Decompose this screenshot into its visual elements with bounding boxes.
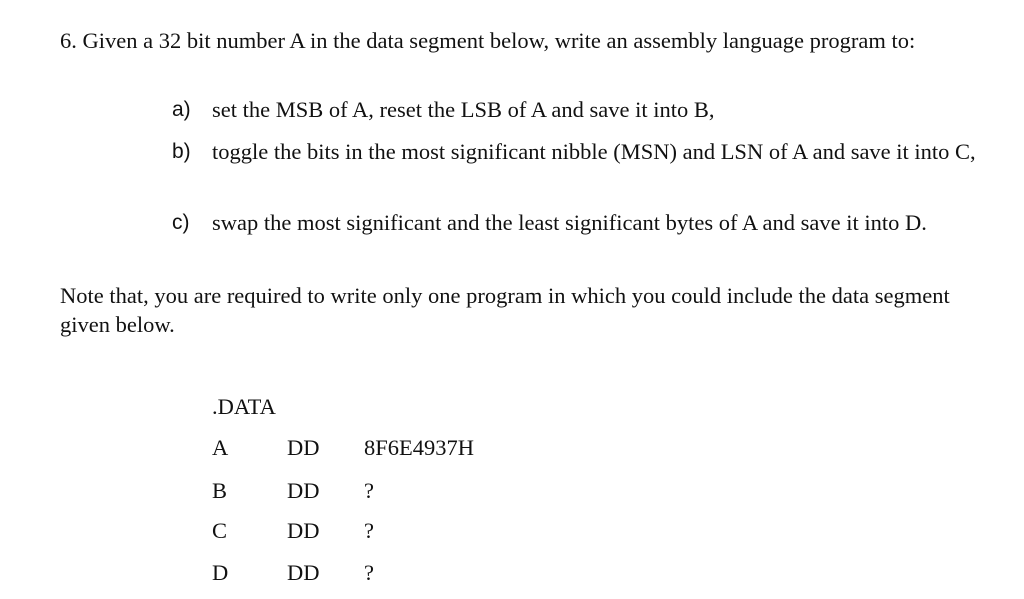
variable-value: ?: [364, 478, 374, 503]
variable-value: 8F6E4937H: [364, 435, 475, 460]
variable-directive: DD: [287, 560, 320, 585]
item-text: set the MSB of A, reset the LSB of A and save it into B,: [212, 97, 715, 122]
variable-name: B: [212, 478, 228, 503]
variable-directive: DD: [287, 478, 320, 503]
data-row-a: [212, 434, 612, 462]
note-paragraph: Note that, you are required to write only one program in which you could include the data segment given below.: [60, 283, 950, 337]
variable-name: D: [212, 560, 229, 585]
question-intro: 6. Given a 32 bit number A in the data segment below, write an assembly language program to:: [60, 28, 916, 53]
item-letter: a): [172, 98, 191, 121]
item-letter: b): [172, 140, 191, 163]
question-item-a: [172, 96, 1002, 124]
data-row-b: [212, 477, 612, 505]
data-row-d: [212, 559, 612, 587]
question-item-c: [172, 209, 1002, 237]
variable-name: A: [212, 435, 229, 460]
variable-directive: DD: [287, 435, 320, 460]
item-text: swap the most significant and the least significant bytes of A and save it into D.: [212, 210, 927, 235]
question-item-b: [172, 138, 1002, 166]
item-letter: c): [172, 211, 190, 234]
data-segment-header: .DATA: [212, 394, 276, 419]
item-text: toggle the bits in the most significant nibble (MSN) and LSN of A and save it into C,: [212, 139, 976, 164]
variable-value: ?: [364, 518, 374, 543]
variable-directive: DD: [287, 518, 320, 543]
data-row-c: [212, 517, 612, 545]
variable-value: ?: [364, 560, 374, 585]
variable-name: C: [212, 518, 228, 543]
